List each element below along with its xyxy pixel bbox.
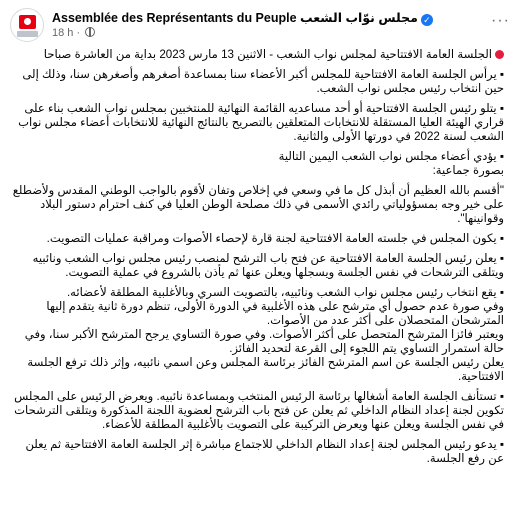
parliament-logo-icon	[17, 31, 38, 37]
page-name-link[interactable]	[52, 10, 433, 26]
post-paragraph: ▪ يتلو رئيس الجلسة الافتتاحية أو أحد مساعديه القائمة النهائية للمنتخبين بمجلس نواب الشعب بناء على قراري الهيئة العليا المستقلة للانتخابات المتعلقين بالتصريح بالنتائج النهائية للانتخابات أعضاء مجلس نواب الشعب لسنة 2022 في دورتها الأولى والثانية.	[18, 102, 504, 143]
page-name-text: Assemblée des Représentants du Peuple مجلس نوّاب الشعب	[52, 11, 418, 25]
meta-separator: ·	[76, 27, 81, 39]
tunisia-flag-icon	[19, 15, 36, 29]
post-paragraph: ▪ يدعو رئيس المجلس لجنة إعداد النظام الداخلي للاجتماع مباشرة إثر الجلسة العامة الافتتاحية ثم يعلن عن رفع الجلسة.	[25, 438, 504, 465]
post-paragraph: ▪ يؤدي أعضاء مجلس نواب الشعب اليمين التالية بصورة جماعية:	[278, 150, 504, 177]
post-body	[10, 48, 504, 472]
post-header	[10, 8, 510, 42]
page-avatar[interactable]	[10, 8, 44, 42]
post-paragraph: ▪ تستأنف الجلسة العامة أشغالها برئاسة الرئيس المنتخب وبمساعدة نائبيه. ويعرض الرئيس على المجلس تكوين لجنة إعداد النظام الداخلي ثم يعلن عن فتح باب الترشح لعضوية اللجنة المذكورة ويتلقى الترشحات في نفس الجلسة ويعلن عنها ويعرض التركيبة على التصويت بالأغلبية المطلقة للأعضاء.	[14, 390, 504, 431]
post-time[interactable]: 18 h	[52, 27, 74, 39]
globe-icon	[85, 27, 95, 37]
post-paragraph: ▪ يرأس الجلسة العامة الافتتاحية للمجلس أكبر الأعضاء سنا بمساعدة أصغرهم وأصغرهن سنا، وذلك إلى حين انتخاب رئيس مجلس نواب الشعب.	[22, 68, 504, 95]
post-paragraph: ▪ يكون المجلس في جلسته العامة الافتتاحية لجنة قارة لإحصاء الأصوات ومراقبة عمليات التصويت.	[46, 232, 504, 245]
post-paragraph: ▪ يعلن رئيس الجلسة العامة الافتتاحية عن فتح باب الترشح لمنصب رئيس مجلس نواب الشعب ونائبيه ويتلقى الترشحات في نفس الجلسة ويسجلها ويعلن عنها ثم يأذن بالشروع في عملية التصويت.	[32, 252, 504, 279]
more-options-icon[interactable]: ···	[491, 12, 510, 29]
post-paragraph: ▪ يقع انتخاب رئيس مجلس نواب الشعب ونائبيه، بالتصويت السري وبالأغلبية المطلقة لأعضائه. وفي صورة عدم حصول أي مترشح على هذه الأغلبية في الدورة الأولى، تنظم دورة ثانية يتقدم إليها المترشحان المتحصلان على أكثر عدد من الأصوات. ويعتبر فائزا المترشح المتحصل على أكثر الأصوات. وفي صورة التساوي يرجح المترشح الأكبر سنا، وفي حالة استمرار التساوي يتم اللجوء إلى القرعة لتحديد الفائز. يعلن رئيس الجلسة عن اسم المترشح الفائز برئاسة المجلس وعن اسمي نائبيه، وإثر ذلك ترفع الجلسة الافتتاحية.	[24, 286, 504, 383]
oath-paragraph: "أقسم بالله العظيم أن أبذل كل ما في وسعي في إخلاص وتفان لأقوم بالواجب الوطني المقدس ولأضطلع على خير وجه بمسؤولياتي رائدي الأسمى في ذلك مصلحة الوطن العليا في كنف احترام دستور البلاد وقوانينها".	[12, 184, 504, 225]
paragraph-text: الجلسة العامة الافتتاحية لمجلس نواب الشعب - الاثنين 13 مارس 2023 بداية من العاشرة صباحا	[43, 48, 492, 61]
red-circle-icon	[495, 50, 504, 59]
post-paragraph-title	[10, 48, 504, 62]
verified-badge-icon: ✓	[421, 14, 433, 26]
post-meta	[52, 27, 95, 39]
